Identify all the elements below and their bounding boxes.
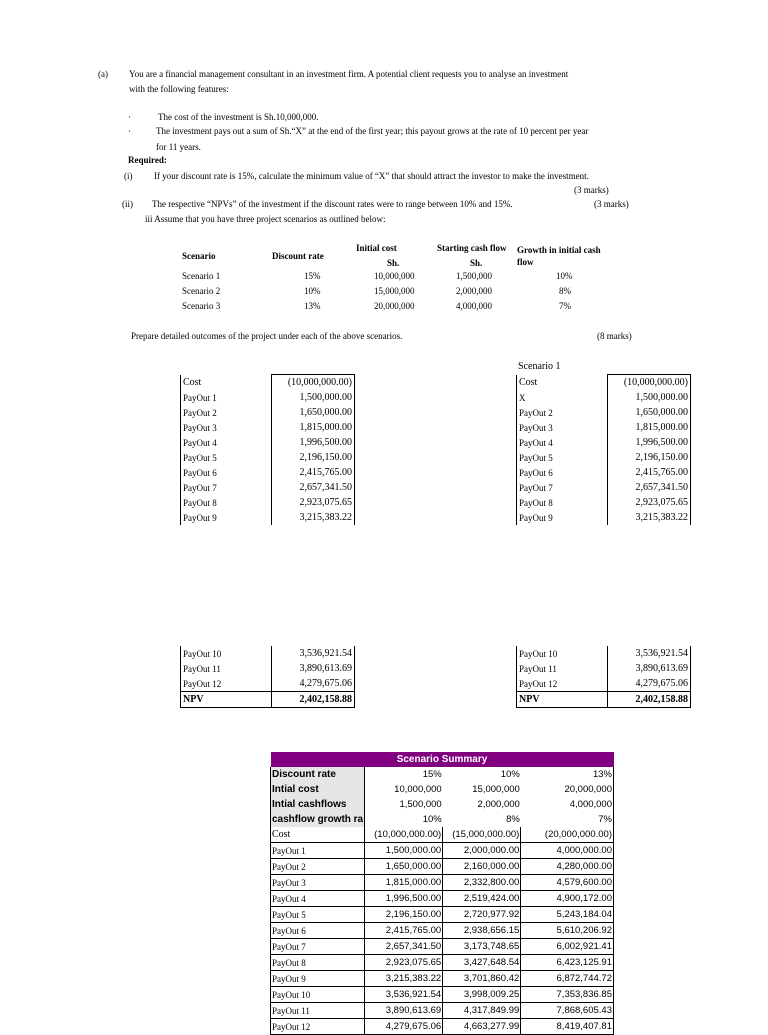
summary-row-value: 6,002,921.41: [521, 939, 614, 955]
scenario-name: Scenario 3: [182, 301, 221, 311]
summary-row-value: 2,938,656.15: [443, 923, 521, 939]
summary-row-value: 3,998,009.25: [443, 987, 521, 1003]
summary-row-value: 6,872,744.72: [521, 971, 614, 987]
summary-row-label: Cost: [271, 827, 365, 843]
header-starting-cash-flow: Starting cash flow: [437, 243, 507, 253]
cashflow-row: [181, 495, 355, 510]
cashflow-value: 2,657,341.50: [608, 480, 691, 495]
summary-row-value: 7,353,836.85: [521, 987, 614, 1003]
cashflow-value: 4,279,675.06: [608, 676, 691, 692]
summary-row: [271, 971, 614, 987]
summary-param-value: 13%: [521, 767, 614, 782]
cashflow-label: PayOut 4: [181, 435, 272, 450]
summary-row-value: 5,243,184.04: [521, 907, 614, 923]
summary-param-value: 10,000,000: [394, 784, 442, 795]
intro-line-2: with the following features:: [129, 84, 229, 94]
summary-row-value: 2,519,424.00: [443, 891, 521, 907]
summary-row-value: 2,720,977.92: [443, 907, 521, 923]
summary-row-value: 1,650,000.00: [365, 859, 443, 875]
summary-row: [271, 955, 614, 971]
summary-row-value: 4,900,172.00: [521, 891, 614, 907]
cashflow-label: PayOut 10: [181, 646, 272, 661]
summary-row: [271, 1019, 614, 1035]
cashflow-value: 2,415,765.00: [272, 465, 355, 480]
scenario-start: 1,500,000: [456, 271, 492, 281]
part-i-marks: (3 marks): [574, 185, 609, 195]
summary-row-value: 2,923,075.65: [365, 955, 443, 971]
scenario-start: 4,000,000: [456, 301, 492, 311]
cashflow-row: [181, 661, 355, 676]
cashflow-value: 2,415,765.00: [608, 465, 691, 480]
summary-row-value: 3,536,921.54: [365, 987, 443, 1003]
summary-row-value: 2,160,000.00: [443, 859, 521, 875]
summary-row-label: PayOut 9: [271, 971, 365, 987]
cashflow-row: [517, 375, 691, 391]
summary-row-value: 6,423,125.91: [521, 955, 614, 971]
cashflow-value: 1,650,000.00: [608, 405, 691, 420]
summary-param-value: 15,000,000: [472, 784, 520, 795]
cashflow-label: PayOut 5: [181, 450, 272, 465]
summary-row-value: (20,000,000.00): [521, 827, 614, 843]
cashflow-row: [181, 390, 355, 405]
cashflow-value: 1,650,000.00: [272, 405, 355, 420]
cashflow-row: [517, 661, 691, 676]
summary-row-label: PayOut 7: [271, 939, 365, 955]
summary-row-value: 1,996,500.00: [365, 891, 443, 907]
summary-row-value: 1,500,000.00: [365, 843, 443, 859]
cashflow-value: 2,657,341.50: [272, 480, 355, 495]
scenario-1-title: Scenario 1: [518, 361, 561, 372]
summary-row-value: 4,663,277.99: [443, 1019, 521, 1035]
summary-row: [271, 907, 614, 923]
scenario-discount: 10%: [304, 286, 321, 296]
prepare-marks: (8 marks): [597, 331, 632, 341]
cashflow-label: PayOut 2: [517, 405, 608, 420]
scenario-growth: 8%: [559, 286, 571, 296]
summary-param-label: Discount rate: [271, 767, 365, 782]
bullet-2-line-1: The investment pays out a sum of Sh.“X” at the end of the first year; this payout grows at the rate of 10 percent per year: [156, 126, 589, 136]
cashflow-label: PayOut 8: [181, 495, 272, 510]
cashflow-value: 1,815,000.00: [608, 420, 691, 435]
summary-row-value: 3,890,613.69: [365, 1003, 443, 1019]
cashflow-row: [181, 646, 355, 661]
cashflow-row: [181, 510, 355, 525]
summary-row-value: 3,701,860.42: [443, 971, 521, 987]
summary-row-value: 2,000,000.00: [443, 843, 521, 859]
scenario-growth: 7%: [559, 301, 571, 311]
cashflow-row: [517, 390, 691, 405]
cashflow-value: 3,536,921.54: [272, 646, 355, 661]
summary-row-label: PayOut 10: [271, 987, 365, 1003]
cashflow-row: [181, 375, 355, 391]
cashflow-value: 3,215,383.22: [272, 510, 355, 525]
cashflow-value: (10,000,000.00): [608, 375, 691, 391]
npv-value: 2,402,158.88: [608, 692, 691, 708]
summary-row-label: PayOut 3: [271, 875, 365, 891]
summary-row-label: PayOut 6: [271, 923, 365, 939]
cashflow-value: 1,996,500.00: [608, 435, 691, 450]
summary-row-value: 2,196,150.00: [365, 907, 443, 923]
cashflow-label: PayOut 10: [517, 646, 608, 661]
cashflow-row: [517, 420, 691, 435]
summary-row-value: 7,868,605.43: [521, 1003, 614, 1019]
cashflow-label: PayOut 11: [517, 661, 608, 676]
cashflow-label: PayOut 8: [517, 495, 608, 510]
summary-row: [271, 859, 614, 875]
summary-row: [271, 987, 614, 1003]
scenario-discount: 13%: [304, 301, 321, 311]
cashflow-label: PayOut 2: [181, 405, 272, 420]
cashflow-label: PayOut 7: [517, 480, 608, 495]
scenario-name: Scenario 1: [182, 271, 221, 281]
summary-row-value: 3,427,648.54: [443, 955, 521, 971]
cashflow-row: [181, 450, 355, 465]
cashflow-value: 3,890,613.69: [272, 661, 355, 676]
summary-row-value: (15,000,000.00): [443, 827, 521, 843]
scenario-summary-table: [270, 752, 614, 1035]
summary-param-row: [271, 797, 614, 812]
cashflow-row: [517, 480, 691, 495]
part-ii-text: The respective “NPVs” of the investment if the discount rates were to range between 10% and 15%.: [152, 199, 513, 209]
summary-row-label: PayOut 11: [271, 1003, 365, 1019]
prepare-instruction: Prepare detailed outcomes of the project under each of the above scenarios.: [131, 331, 403, 341]
summary-param-value: 8%: [506, 814, 520, 825]
bullet-2-line-2: for 11 years.: [156, 142, 201, 152]
summary-row-value: 2,415,765.00: [365, 923, 443, 939]
cashflow-value: 1,500,000.00: [272, 390, 355, 405]
summary-row-value: 2,332,800.00: [443, 875, 521, 891]
summary-row-label: PayOut 8: [271, 955, 365, 971]
part-i-label: (i): [124, 171, 133, 181]
header-starting-cash-flow-unit: Sh.: [470, 258, 483, 268]
header-initial-cost-unit: Sh.: [387, 258, 400, 268]
cashflow-row: [517, 465, 691, 480]
cashflow-label: PayOut 3: [517, 420, 608, 435]
cashflow-value: 1,996,500.00: [272, 435, 355, 450]
cashflow-value: 2,196,150.00: [608, 450, 691, 465]
scenario-growth: 10%: [556, 271, 573, 281]
cashflow-value: 3,215,383.22: [608, 510, 691, 525]
bullet-icon: ·: [128, 126, 131, 136]
cashflow-row: [517, 646, 691, 661]
summary-param-value: 10%: [500, 769, 520, 780]
cashflow-label: X: [517, 390, 608, 405]
summary-row-value: 4,579,600.00: [521, 875, 614, 891]
scenario-cost: 15,000,000: [374, 286, 415, 296]
summary-param-value: 15%: [422, 769, 442, 780]
header-scenario: Scenario: [182, 251, 216, 261]
header-growth: Growth in initial cash: [517, 245, 601, 255]
cashflow-label: PayOut 1: [181, 390, 272, 405]
cashflow-value: 3,536,921.54: [608, 646, 691, 661]
cashflow-row: [517, 435, 691, 450]
cashflow-row: [517, 676, 691, 692]
cashflow-value: 2,923,075.65: [608, 495, 691, 510]
summary-title: Scenario Summary: [271, 752, 614, 767]
summary-param-value: 10%: [422, 814, 442, 825]
cashflow-label: PayOut 3: [181, 420, 272, 435]
cashflow-label: PayOut 4: [517, 435, 608, 450]
summary-param-value: 4,000,000: [521, 797, 614, 812]
cashflow-row: [181, 405, 355, 420]
scenario-start: 2,000,000: [456, 286, 492, 296]
scenario-discount: 15%: [304, 271, 321, 281]
summary-row: [271, 843, 614, 859]
summary-row: [271, 939, 614, 955]
right-cashflow-table: [516, 374, 691, 525]
cashflow-value: (10,000,000.00): [272, 375, 355, 391]
cashflow-row: [517, 510, 691, 525]
cashflow-label: Cost: [517, 375, 608, 391]
summary-param-value: 7%: [521, 812, 614, 827]
right-cashflow-table-continued: [516, 646, 691, 708]
bullet-icon: ·: [128, 112, 131, 122]
cashflow-row: [181, 435, 355, 450]
summary-row-label: PayOut 4: [271, 891, 365, 907]
summary-row-label: PayOut 2: [271, 859, 365, 875]
cashflow-label: PayOut 9: [517, 510, 608, 525]
summary-param-label: Intial cashflows: [271, 797, 365, 812]
npv-label: NPV: [181, 692, 272, 708]
cashflow-value: 4,279,675.06: [272, 676, 355, 692]
summary-row: [271, 827, 614, 843]
summary-param-value: 1,500,000: [399, 799, 442, 810]
cashflow-row: [181, 676, 355, 692]
cashflow-value: 1,500,000.00: [608, 390, 691, 405]
scenario-cost: 20,000,000: [374, 301, 415, 311]
cashflow-label: PayOut 9: [181, 510, 272, 525]
header-initial-cost: Initial cost: [356, 243, 397, 253]
summary-row-value: 4,279,675.06: [365, 1019, 443, 1035]
scenario-name: Scenario 2: [182, 286, 221, 296]
npv-row: [181, 692, 355, 708]
cashflow-value: 2,196,150.00: [272, 450, 355, 465]
cashflow-label: PayOut 11: [181, 661, 272, 676]
summary-row-value: 8,419,407.81: [521, 1019, 614, 1035]
summary-row: [271, 923, 614, 939]
cashflow-label: PayOut 6: [181, 465, 272, 480]
summary-param-row: [271, 782, 614, 797]
left-cashflow-table: [180, 374, 355, 525]
part-iii-text: iii Assume that you have three project scenarios as outlined below:: [145, 214, 386, 224]
cashflow-row: [517, 405, 691, 420]
summary-row-label: PayOut 5: [271, 907, 365, 923]
summary-row-label: PayOut 12: [271, 1019, 365, 1035]
summary-param-row: [271, 767, 614, 782]
summary-row: [271, 891, 614, 907]
cashflow-value: 1,815,000.00: [272, 420, 355, 435]
part-ii-marks: (3 marks): [594, 199, 629, 209]
summary-row-value: 4,000,000.00: [521, 843, 614, 859]
summary-row-value: 4,280,000.00: [521, 859, 614, 875]
cashflow-value: 3,890,613.69: [608, 661, 691, 676]
scenario-cost: 10,000,000: [374, 271, 415, 281]
summary-row-value: 2,657,341.50: [365, 939, 443, 955]
part-i-text: If your discount rate is 15%, calculate the minimum value of “X” that should attract the investor to make the investment.: [154, 171, 589, 181]
header-discount-rate: Discount rate: [272, 251, 324, 261]
bullet-1: The cost of the investment is Sh.10,000,000.: [158, 112, 319, 122]
required-heading: Required:: [128, 155, 167, 165]
cashflow-row: [517, 450, 691, 465]
summary-row-value: 3,173,748.65: [443, 939, 521, 955]
cashflow-label: PayOut 12: [517, 676, 608, 692]
left-cashflow-table-continued: [180, 646, 355, 708]
summary-row: [271, 875, 614, 891]
cashflow-label: PayOut 5: [517, 450, 608, 465]
summary-row-value: (10,000,000.00): [365, 827, 443, 843]
summary-row-value: 4,317,849.99: [443, 1003, 521, 1019]
cashflow-label: PayOut 6: [517, 465, 608, 480]
summary-row-label: PayOut 1: [271, 843, 365, 859]
summary-row-value: 1,815,000.00: [365, 875, 443, 891]
summary-param-row: [271, 812, 614, 827]
npv-row: [517, 692, 691, 708]
summary-param-label: Intial cost: [271, 782, 365, 797]
summary-param-value: 20,000,000: [521, 782, 614, 797]
npv-label: NPV: [517, 692, 608, 708]
cashflow-label: PayOut 7: [181, 480, 272, 495]
cashflow-row: [181, 480, 355, 495]
cashflow-row: [181, 465, 355, 480]
npv-value: 2,402,158.88: [272, 692, 355, 708]
part-ii-label: (ii): [122, 199, 133, 209]
summary-row-value: 3,215,383.22: [365, 971, 443, 987]
cashflow-value: 2,923,075.65: [272, 495, 355, 510]
summary-row: [271, 1003, 614, 1019]
header-growth-2: flow: [517, 257, 534, 267]
summary-param-value: 2,000,000: [477, 799, 520, 810]
cashflow-row: [181, 420, 355, 435]
cashflow-label: PayOut 12: [181, 676, 272, 692]
summary-row-value: 5,610,206.92: [521, 923, 614, 939]
question-label: (a): [98, 69, 108, 79]
summary-param-label: cashflow growth ra: [272, 814, 364, 825]
cashflow-row: [517, 495, 691, 510]
cashflow-label: Cost: [181, 375, 272, 391]
intro-line-1: You are a financial management consultant in an investment firm. A potential client requests you to analyse an investment: [129, 69, 569, 79]
